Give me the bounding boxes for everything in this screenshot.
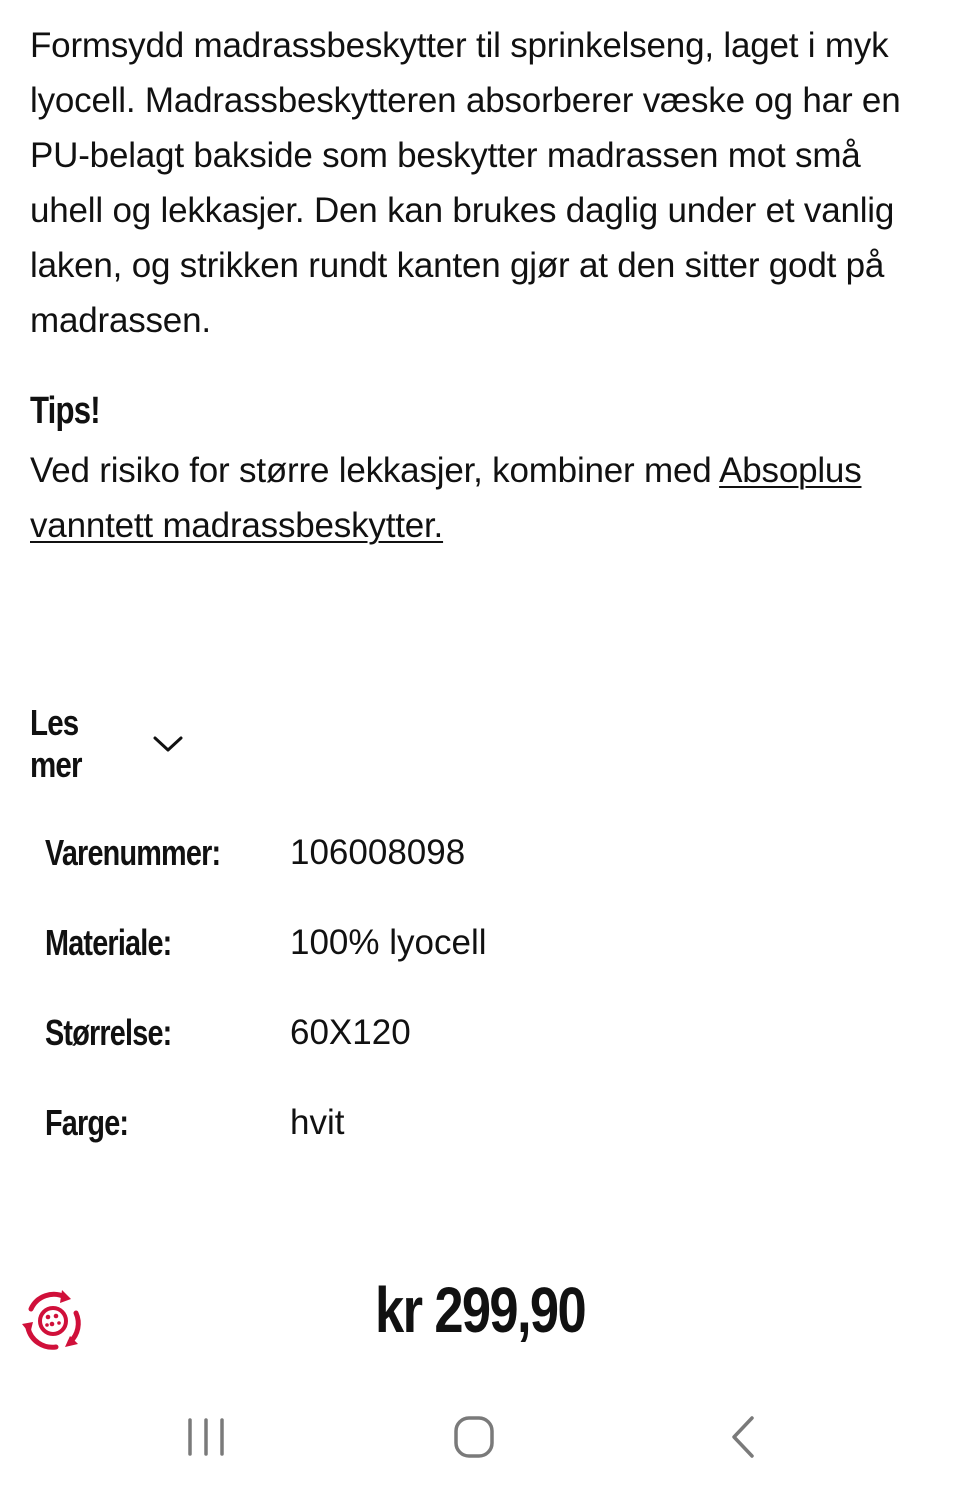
product-description: Formsydd madrassbeskytter til sprinkelseng, laget i myk lyocell. Madrassbeskytteren absorberer væske og har en PU-belagt bakside som beskytter madrassen mot små uhell og lekkasjer. Den kan brukes daglig under et vanlig laken, og strikken rundt kanten gjør at den sitter godt på madrassen.	[30, 26, 901, 340]
spec-value: 60X120	[290, 1013, 411, 1052]
price-bar	[0, 1260, 960, 1360]
tips-text	[30, 443, 940, 553]
back-icon[interactable]	[714, 1412, 774, 1462]
spec-value: 106008098	[290, 833, 466, 872]
recent-apps-icon[interactable]	[176, 1412, 236, 1462]
tips-text-intro: Ved risiko for større lekkasjer, kombiner med	[30, 451, 720, 490]
chevron-down-icon	[152, 734, 184, 754]
tips-heading: Tips!	[30, 390, 100, 432]
product-price	[0, 1268, 960, 1352]
spec-label: Størrelse:	[45, 1012, 172, 1053]
price-text: kr 299,90	[375, 1274, 585, 1346]
read-more-label: Les mer	[30, 702, 82, 785]
spec-value: 100% lyocell	[290, 923, 487, 962]
home-icon[interactable]	[444, 1412, 504, 1462]
read-more-toggle[interactable]	[30, 702, 184, 786]
absoplus-link[interactable]: Absoplus vanntett madrassbeskytter.	[30, 451, 862, 545]
spec-label: Varenummer:	[45, 832, 221, 873]
spec-label: Materiale:	[45, 922, 172, 963]
system-navigation-bar	[0, 1382, 960, 1492]
spec-value: hvit	[290, 1103, 345, 1142]
spec-label: Farge:	[45, 1102, 129, 1143]
